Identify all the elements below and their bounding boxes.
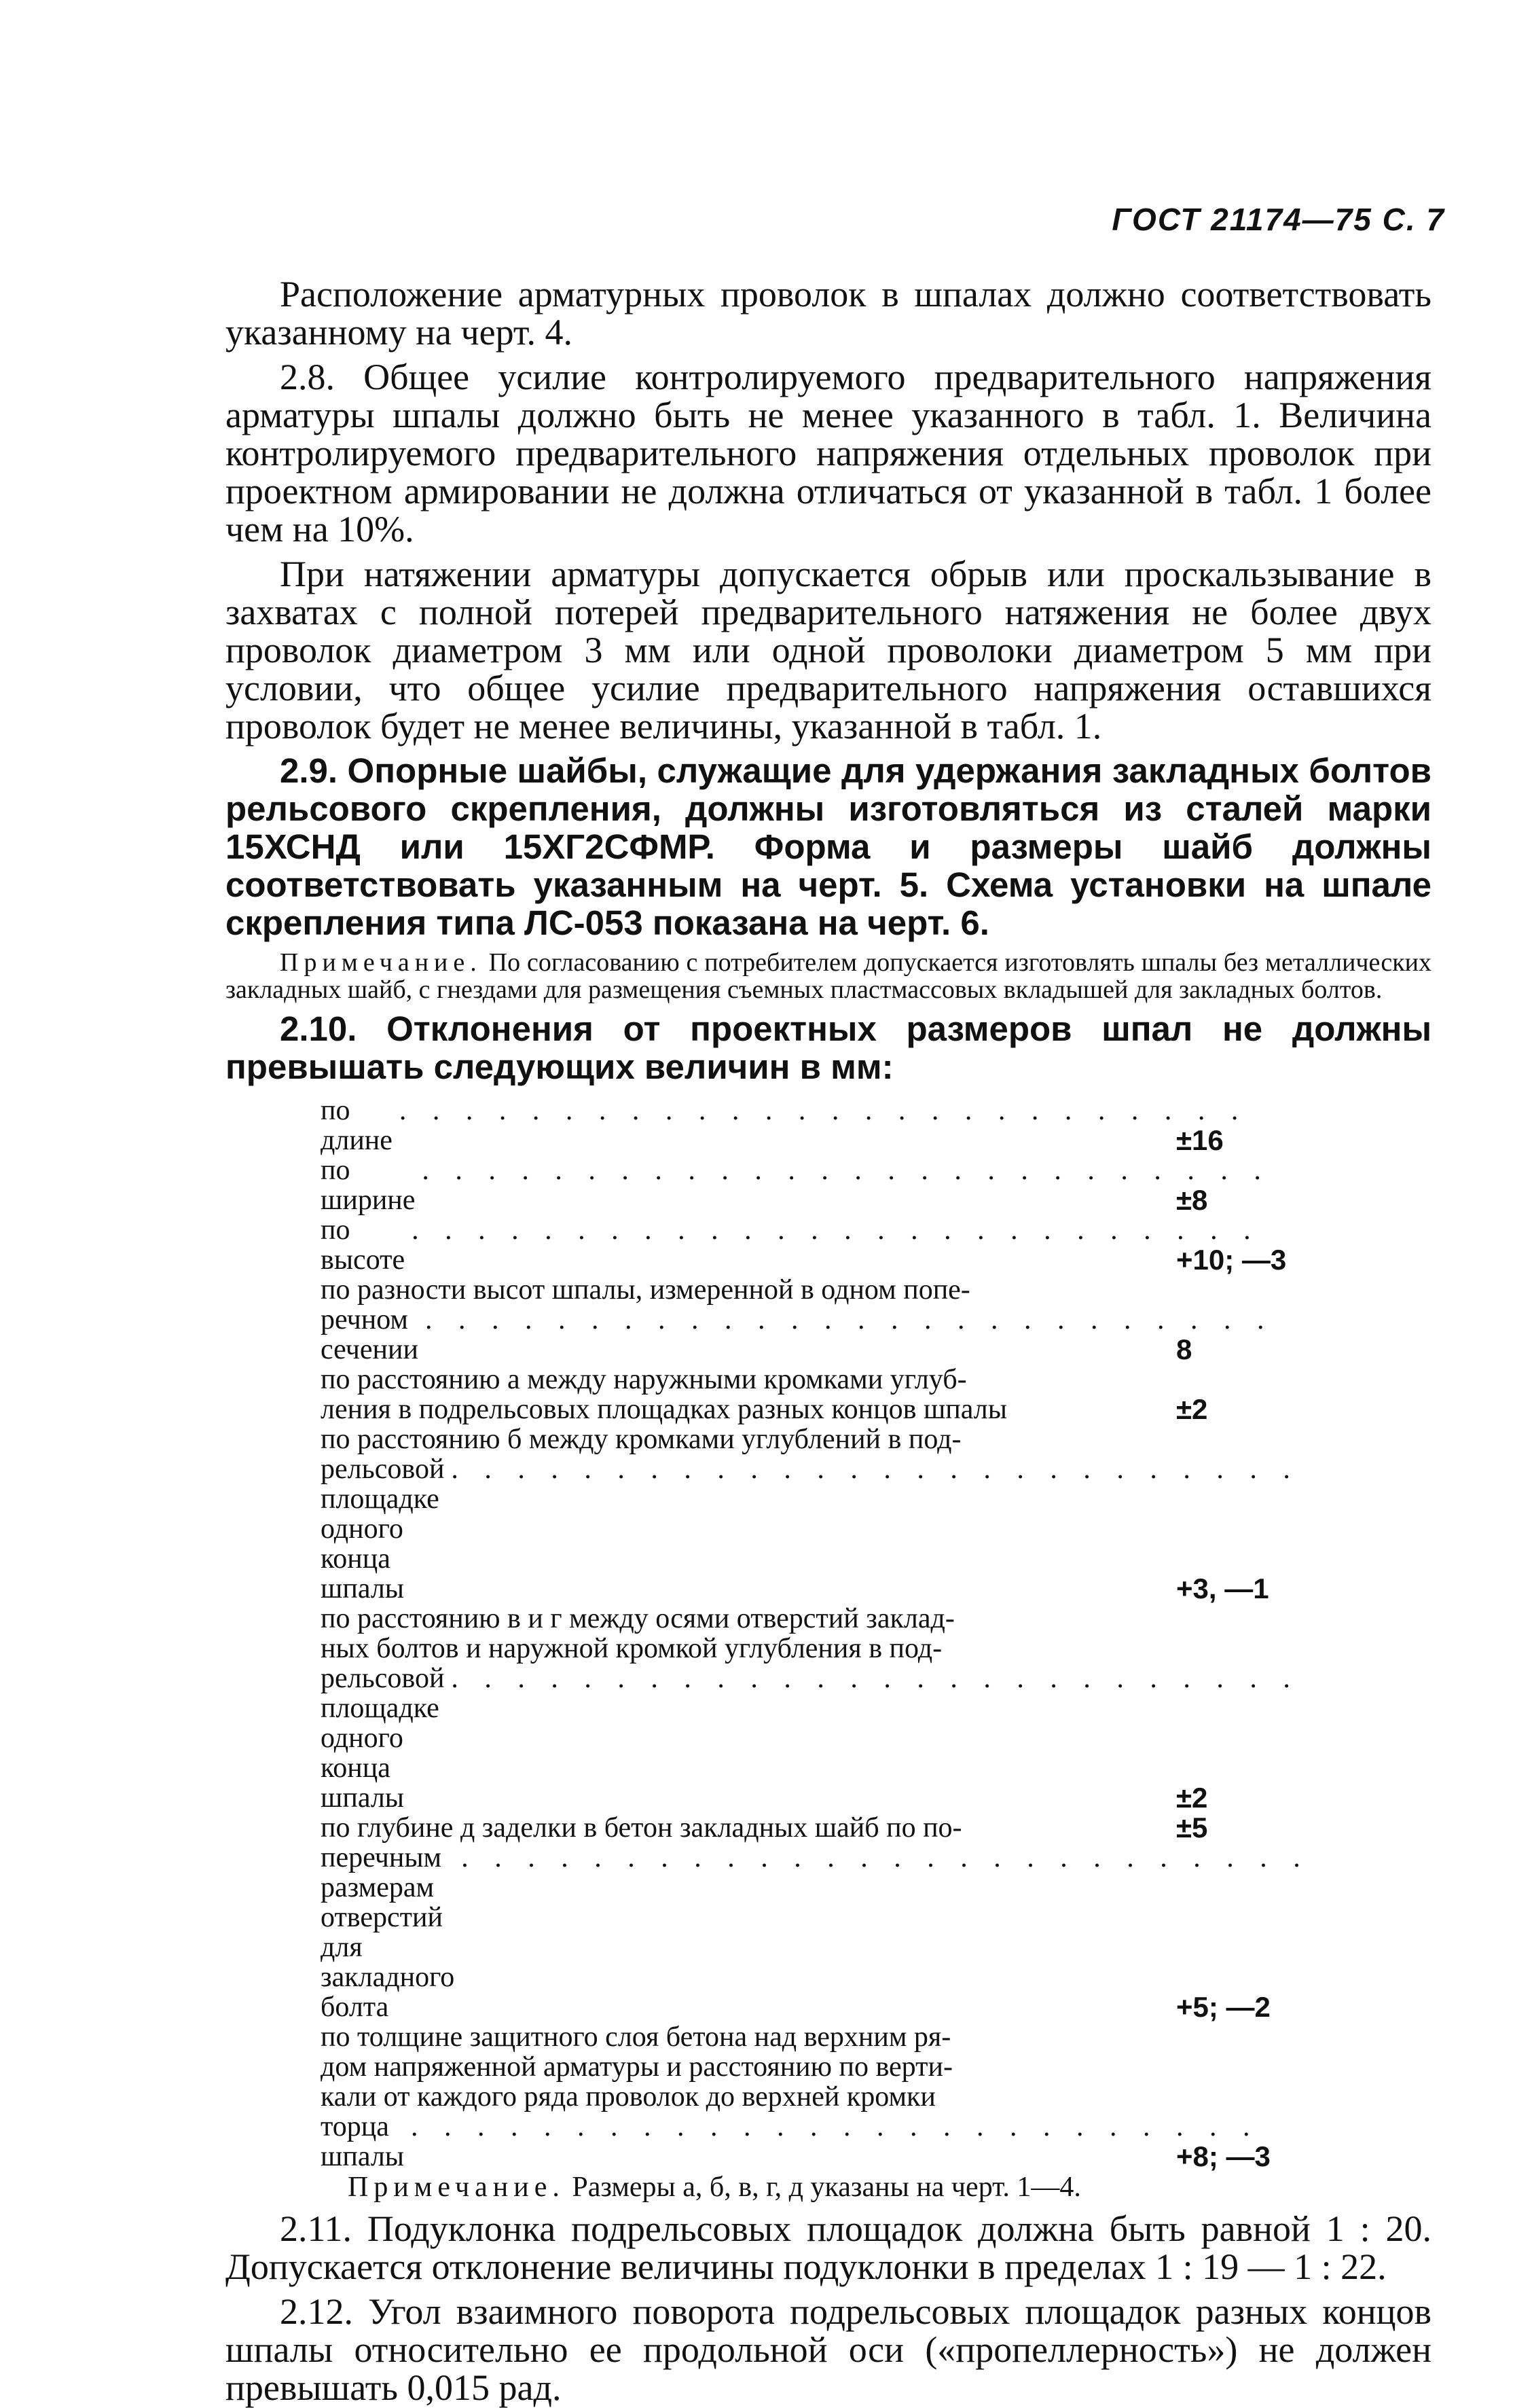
- tolerance-value: +5; —2: [1176, 1991, 1271, 2023]
- note-1-text: По согласованию с потребителем допускается изготовлять шпалы без металлических закладных шайб, с гнездами для размещения съемных пластмассовых вкладышей для закладных болтов.: [225, 948, 1431, 1004]
- tolerance-label-line: по расстоянию б между кромками углублений в под-: [321, 1424, 962, 1455]
- tolerance-label: [321, 1603, 1300, 1814]
- tolerance-label-line: перечным размерам отверстий для закладного болта: [321, 1842, 455, 2023]
- paragraph-2-9: 2.9. Опорные шайбы, служащие для удержания закладных болтов рельсового скрепления, должны изготовляться из сталей марки 15ХСНД или 15ХГ2СФМР. Форма и размеры шайб должны соответствовать указанным на черт. 5. Схема установки на шпале скрепления типа ЛС-053 показана на черт. 6.: [225, 751, 1431, 942]
- tolerance-label-line: по расстоянию в и г между осями отверстий заклад-: [321, 1603, 955, 1634]
- tolerance-row: [321, 1275, 1431, 1365]
- tolerance-label-line: по высоте: [321, 1215, 405, 1276]
- note-1-label: Примечание.: [280, 948, 482, 977]
- tolerance-label-line: дом напряженной арматуры и расстоянию по верти-: [321, 2051, 953, 2083]
- tolerance-label-line: по расстоянию а между наружными кромками углуб-: [321, 1364, 967, 1395]
- dot-leader: . . . . . . . . . . . . . . . . . . . . . . . . . .: [461, 1842, 1310, 1873]
- tolerance-row: [321, 1096, 1431, 1155]
- tolerance-label-line: торца шпалы: [321, 2111, 405, 2172]
- tolerance-row: [321, 1215, 1431, 1275]
- tolerance-label-line: речном сечении: [321, 1304, 418, 1365]
- body-text: [225, 275, 1431, 2407]
- tolerance-row: [321, 1424, 1431, 1604]
- note-1: [225, 949, 1431, 1003]
- dot-leader: . . . . . . . . . . . . . . . . . . . . . . . . . .: [399, 1095, 1248, 1126]
- tolerance-label-line: по глубине д заделки в бетон закладных шайб по по-: [321, 1812, 962, 1844]
- tolerance-label-line: по ширине: [321, 1155, 416, 1216]
- tolerance-list: [321, 1096, 1431, 2172]
- tolerance-label-line: ных болтов и наружной кромкой углубления в под-: [321, 1633, 943, 1664]
- tolerance-row: [321, 1843, 1431, 2022]
- tolerance-label-line: кали от каждого ряда проволок до верхней кромки: [321, 2081, 936, 2113]
- tolerance-label: [321, 1274, 1274, 1365]
- dot-leader: . . . . . . . . . . . . . . . . . . . . . . . . . .: [451, 1663, 1300, 1694]
- tolerance-value: +8; —3: [1176, 2140, 1271, 2172]
- paragraph-2-12: 2.12. Угол взаимного поворота подрельсовых площадок разных концов шпалы относительно ее продольной оси («пропеллерность») не должен превышать 0,015 рад.: [225, 2291, 1431, 2408]
- paragraph-2-8-continued: При натяжении арматуры допускается обрыв или проскальзывание в захватах с полной потерей предварительного натяжения не более двух проволок диаметром 3 мм или одной проволоки диаметром 5 мм при условии, что общее усилие предварительного напряжения оставшихся проволок будет не менее величины, указанной в табл. 1.: [225, 554, 1431, 747]
- tolerance-value: ±5: [1176, 1812, 1208, 1844]
- tolerance-label: [321, 1155, 1271, 1216]
- dot-leader: . . . . . . . . . . . . . . . . . . . . . . . . . .: [411, 2111, 1260, 2142]
- tolerance-label: [321, 1365, 1156, 1424]
- tolerance-value: +10; —3: [1176, 1244, 1287, 1276]
- tolerance-row: [321, 1155, 1431, 1215]
- tolerance-value: ±2: [1176, 1393, 1208, 1425]
- tolerance-row: [321, 2022, 1431, 2172]
- paragraph-2-8: 2.8. Общее усилие контролируемого предварительного напряжения арматуры шпалы должно быть не менее указанного в табл. 1. Величина контролируемого предварительного напряжения отдельных проволок при проектном армировании не должна отличаться от указанной в табл. 1 более чем на 10%.: [225, 357, 1431, 550]
- note-2-text: Размеры а, б, в, г, д указаны на черт. 1—4.: [564, 2172, 1081, 2203]
- dot-leader: . . . . . . . . . . . . . . . . . . . . . . . . . .: [422, 1155, 1271, 1186]
- paragraph-2-11: 2.11. Подуклонка подрельсовых площадок должна быть равной 1 : 20. Допускается отклонение величины подуклонки в пределах 1 : 19 — 1 : 22.: [225, 2208, 1431, 2287]
- paragraph-intro: Расположение арматурных проволок в шпалах должно соответствовать указанному на черт. 4.: [225, 274, 1431, 353]
- tolerance-value: ±8: [1176, 1184, 1208, 1216]
- tolerance-label: [321, 1813, 1156, 1843]
- tolerance-value: +3, —1: [1176, 1573, 1269, 1604]
- dot-leader: . . . . . . . . . . . . . . . . . . . . . . . . . .: [451, 1454, 1300, 1485]
- tolerance-row: [321, 1604, 1431, 1813]
- dot-leader: . . . . . . . . . . . . . . . . . . . . . . . . . .: [424, 1304, 1274, 1335]
- tolerance-label-line: по длине: [321, 1095, 393, 1156]
- dot-leader: . . . . . . . . . . . . . . . . . . . . . . . . . .: [412, 1215, 1260, 1246]
- tolerance-value: ±16: [1176, 1124, 1224, 1156]
- tolerance-value: ±2: [1176, 1782, 1208, 1814]
- tolerance-label-line: рельсовой площадке одного конца шпалы: [321, 1663, 445, 1814]
- tolerance-row: [321, 1813, 1431, 1843]
- paragraph-2-10: 2.10. Отклонения от проектных размеров шпал не должны превышать следующих величин в мм:: [225, 1009, 1431, 1086]
- tolerance-label-line: по толщине защитного слоя бетона над верхним ря-: [321, 2021, 951, 2053]
- tolerance-value: 8: [1176, 1333, 1192, 1365]
- note-2-label: Примечание.: [348, 2172, 565, 2203]
- tolerance-label-line: ления в подрельсовых площадках разных концов шпалы: [321, 1394, 1007, 1425]
- tolerance-label-line: по разности высот шпалы, измеренной в одном попе-: [321, 1274, 970, 1306]
- tolerance-label-line: рельсовой площадке одного конца шпалы: [321, 1454, 445, 1604]
- page-header: ГОСТ 21174—75 С. 7: [1112, 202, 1445, 237]
- tolerance-row: [321, 1365, 1431, 1424]
- note-2: [225, 2172, 1431, 2203]
